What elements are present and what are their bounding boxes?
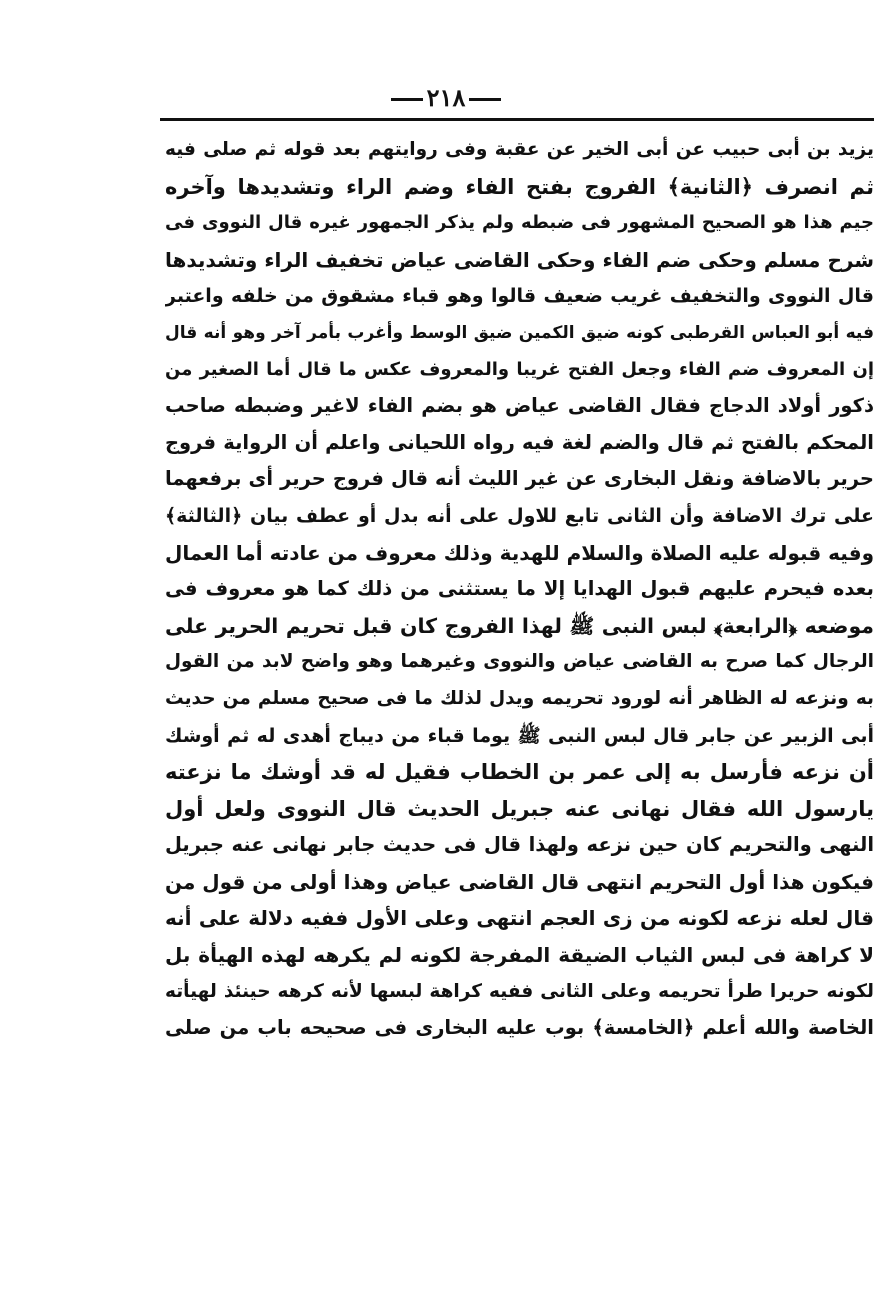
text-line: قال لعله نزعه لكونه من زى العجم انتهى وعلى الأول ففيه دلالة على أنه [165,906,874,931]
text-line: أبى الزبير عن جابر قال لبس النبى ﷺ يوما قباء من ديباج أهدى له ثم أوشك [165,724,874,747]
text-line: الخاصة والله أعلم ﴿الخامسة﴾ بوب عليه البخارى فى صحيحه باب من صلى [165,1016,874,1040]
text-line: المحكم بالفتح ثم قال والضم لغة فيه رواه اللحيانى واعلم أن الرواية فروج [165,430,874,454]
text-line: قال النووى والتخفيف غريب ضعيف قالوا وهو قباء مشقوق من خلفه واعتبر [165,285,874,308]
text-line: لا كراهة فى لبس الثياب الضيقة المفرجة لكونه لم يكرهه لهذه الهيأة بل [165,943,874,968]
text-line: يزيد بن أبى حبيب عن أبى الخير عن عقبة وفى روايتهم بعد قوله ثم صلى فيه [165,139,874,160]
text-line: ذكور أولاد الدجاج فقال القاضى عياض هو بضم الفاء لاغير وضبطه صاحب [165,394,874,418]
page-header [0,82,892,114]
page-number: ٢١٨ [387,82,506,114]
text-line: لكونه حريرا طرأ تحريمه وعلى الثانى ففيه كراهة لبسها لأنه كرهه حينئذ لهيأته [165,980,874,1002]
text-line: وفيه قبوله عليه الصلاة والسلام للهدية وذلك معروف من عادته أما العمال [165,540,874,565]
text-line: النهى والتحريم كان حين نزعه ولهذا قال فى حديث جابر نهانى عنه جبريل [165,833,874,857]
text-line: موضعه ﴿الرابعة﴾ لبس النبى ﷺ لهذا الفروج كان قبل تحريم الحرير على [165,613,874,638]
text-line: على ترك الاضافة وأن الثانى تابع للاول على أنه بدل أو عطف بيان ﴿الثالثة﴾ [165,504,874,527]
text-line: شرح مسلم وحكى ضم الفاء وحكى القاضى عياض تخفيف الراء وتشديدها [165,247,874,272]
text-line: حرير بالاضافة ونقل البخارى عن غير الليث أنه قال فروج حرير أى برفعهما [165,467,874,491]
text-line: فيكون هذا أول التحريم انتهى قال القاضى عياض وهذا أولى من قول من [165,869,874,894]
header-rule [160,118,874,121]
text-line: الرجال كما صرح به القاضى عياض والنووى وغيرهما وهو واضح لابد من القول [165,651,874,673]
text-line: جيم هذا هو الصحيح المشهور فى ضبطه ولم يذكر الجمهور غيره قال النووى فى [165,212,874,234]
text-line: بعده فيحرم عليهم قبول الهدايا إلا ما يستثنى من ذلك كما هو معروف فى [165,577,874,601]
text-line: يارسول الله فقال نهانى عنه جبريل الحديث قال النووى ولعل أول [165,796,874,821]
text-line: إن المعروف ضم الفاء وجعل الفتح غريبا والمعروف عكس ما قال أما الصغير من [165,358,874,380]
text-line: فيه أبو العباس القرطبى كونه ضيق الكمين ضيق الوسط وأغرب بأمر آخر وهو أنه قال [165,322,874,343]
text-line: به ونزعه له الظاهر أنه لورود تحريمه ويدل لذلك ما فى صحيح مسلم من حديث [165,687,874,709]
body-text [165,132,874,1047]
text-line: أن نزعه فأرسل به إلى عمر بن الخطاب فقيل له قد أوشك ما نزعته [165,760,874,785]
text-line: ثم انصرف ﴿الثانية﴾ الفروج بفتح الفاء وضم الراء وتشديدها وآخره [165,174,874,199]
